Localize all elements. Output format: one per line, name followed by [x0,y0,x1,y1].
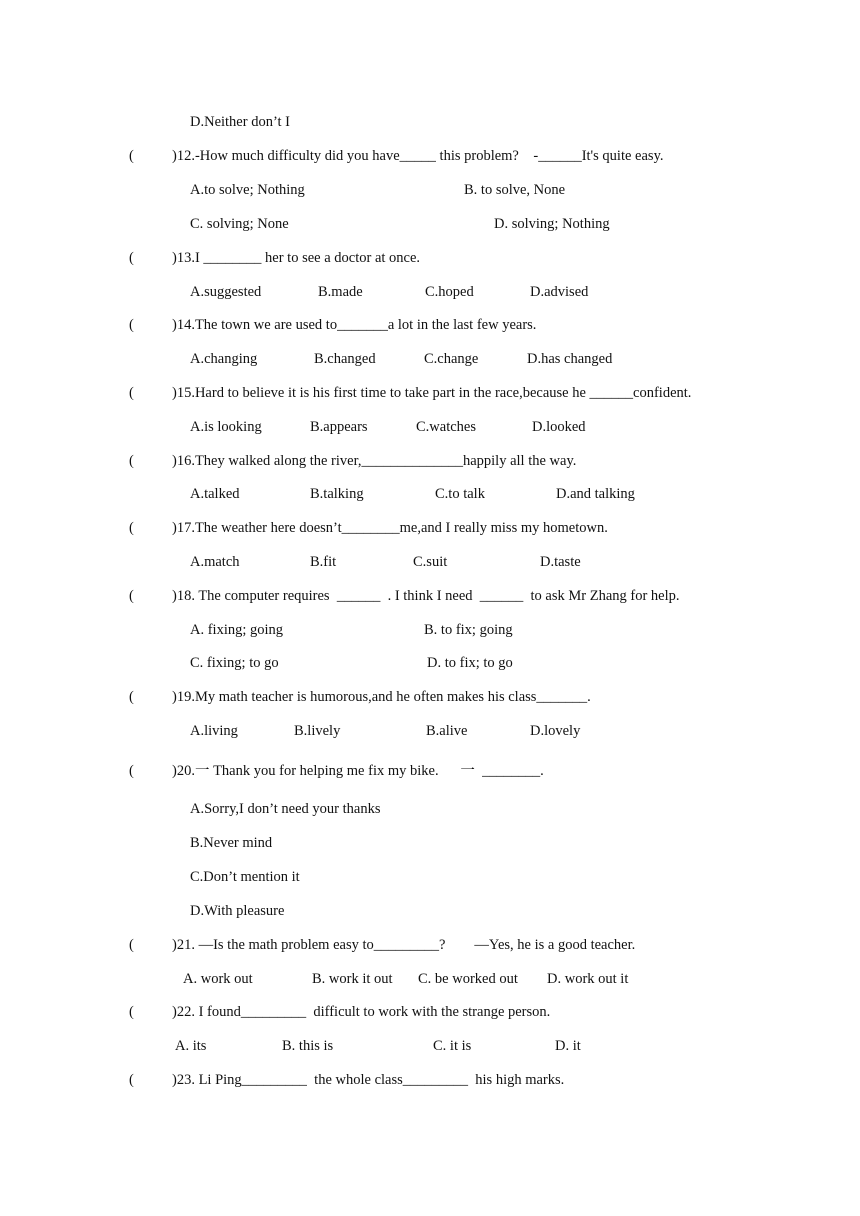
q14-answer-paren: ( [129,317,134,333]
q19-option-a: A.living [190,723,238,739]
q13-option-b: B.made [318,284,363,300]
q15-option-d: D.looked [532,419,586,435]
q17-answer-paren: ( [129,520,134,536]
q12-option-b: B. to solve, None [464,182,566,198]
q16-option-a: A.talked [190,486,240,502]
q18-option-c: C. fixing; to go [190,655,279,671]
q15-option-b: B.appears [310,419,368,435]
q12-stem: )12.-How much difficulty did you have_____ this problem? -______It's quite easy. [172,148,664,164]
q22-option-a: A. its [175,1038,207,1054]
q12-option-d: D. solving; Nothing [494,216,610,232]
q16-option-b: B.talking [310,486,364,502]
q21-option-b: B. work it out [312,971,393,987]
q22-option-b: B. this is [282,1038,334,1054]
q18-stem: )18. The computer requires ______ . I think I need ______ to ask Mr Zhang for help. [172,588,680,604]
q19-option-c: B.alive [426,723,468,739]
q23-answer-paren: ( [129,1072,134,1088]
q21-option-d: D. work out it [547,971,629,987]
q20-option-c: C.Don’t mention it [190,869,300,885]
q12-option-a: A.to solve; Nothing [190,182,305,198]
q20-option-a: A.Sorry,I don’t need your thanks [190,801,381,817]
q13-answer-paren: ( [129,250,134,266]
q18-option-b: B. to fix; going [424,622,513,638]
q19-stem: )19.My math teacher is humorous,and he often makes his class_______. [172,689,591,705]
q17-option-d: D.taste [540,554,581,570]
q14-option-a: A.changing [190,351,258,367]
q17-option-a: A.match [190,554,240,570]
q12-answer-paren: ( [129,148,134,164]
q16-option-c: C.to talk [435,486,485,502]
q19-answer-paren: ( [129,689,134,705]
q23-stem: )23. Li Ping_________ the whole class_________ his high marks. [172,1072,565,1088]
q18-option-d: D. to fix; to go [427,655,513,671]
q17-stem: )17.The weather here doesn’t________me,and I really miss my hometown. [172,520,608,536]
q17-option-b: B.fit [310,554,337,570]
q13-option-d: D.advised [530,284,589,300]
q15-option-a: A.is looking [190,419,262,435]
q16-answer-paren: ( [129,453,134,469]
q19-option-b: B.lively [294,723,341,739]
q14-option-d: D.has changed [527,351,613,367]
q16-option-d: D.and talking [556,486,635,502]
q18-option-a: A. fixing; going [190,622,284,638]
q21-option-a: A. work out [183,971,253,987]
q20-option-d: D.With pleasure [190,903,285,919]
q12-option-c: C. solving; None [190,216,289,232]
q15-option-c: C.watches [416,419,476,435]
q22-stem: )22. I found_________ difficult to work with the strange person. [172,1004,551,1020]
q20-stem: )20.一 Thank you for helping me fix my bike. 一 ________. [172,763,544,779]
q18-answer-paren: ( [129,588,134,604]
q11-option-d: D.Neither don’t I [190,114,290,130]
q13-option-a: A.suggested [190,284,262,300]
q14-option-c: C.change [424,351,479,367]
q20-option-b: B.Never mind [190,835,273,851]
q14-stem: )14.The town we are used to_______a lot in the last few years. [172,317,537,333]
q16-stem: )16.They walked along the river,______________happily all the way. [172,453,577,469]
q21-option-c: C. be worked out [418,971,518,987]
q15-answer-paren: ( [129,385,134,401]
q22-option-d: D. it [555,1038,581,1054]
q22-option-c: C. it is [433,1038,472,1054]
q20-answer-paren: ( [129,763,134,779]
q14-option-b: B.changed [314,351,376,367]
q21-stem: )21. —Is the math problem easy to_________? —Yes, he is a good teacher. [172,937,636,953]
q22-answer-paren: ( [129,1004,134,1020]
q21-answer-paren: ( [129,937,134,953]
q13-option-c: C.hoped [425,284,474,300]
q19-option-d: D.lovely [530,723,581,739]
q17-option-c: C.suit [413,554,448,570]
q13-stem: )13.I ________ her to see a doctor at once. [172,250,421,266]
q15-stem: )15.Hard to believe it is his first time to take part in the race,because he ______confident. [172,385,692,401]
